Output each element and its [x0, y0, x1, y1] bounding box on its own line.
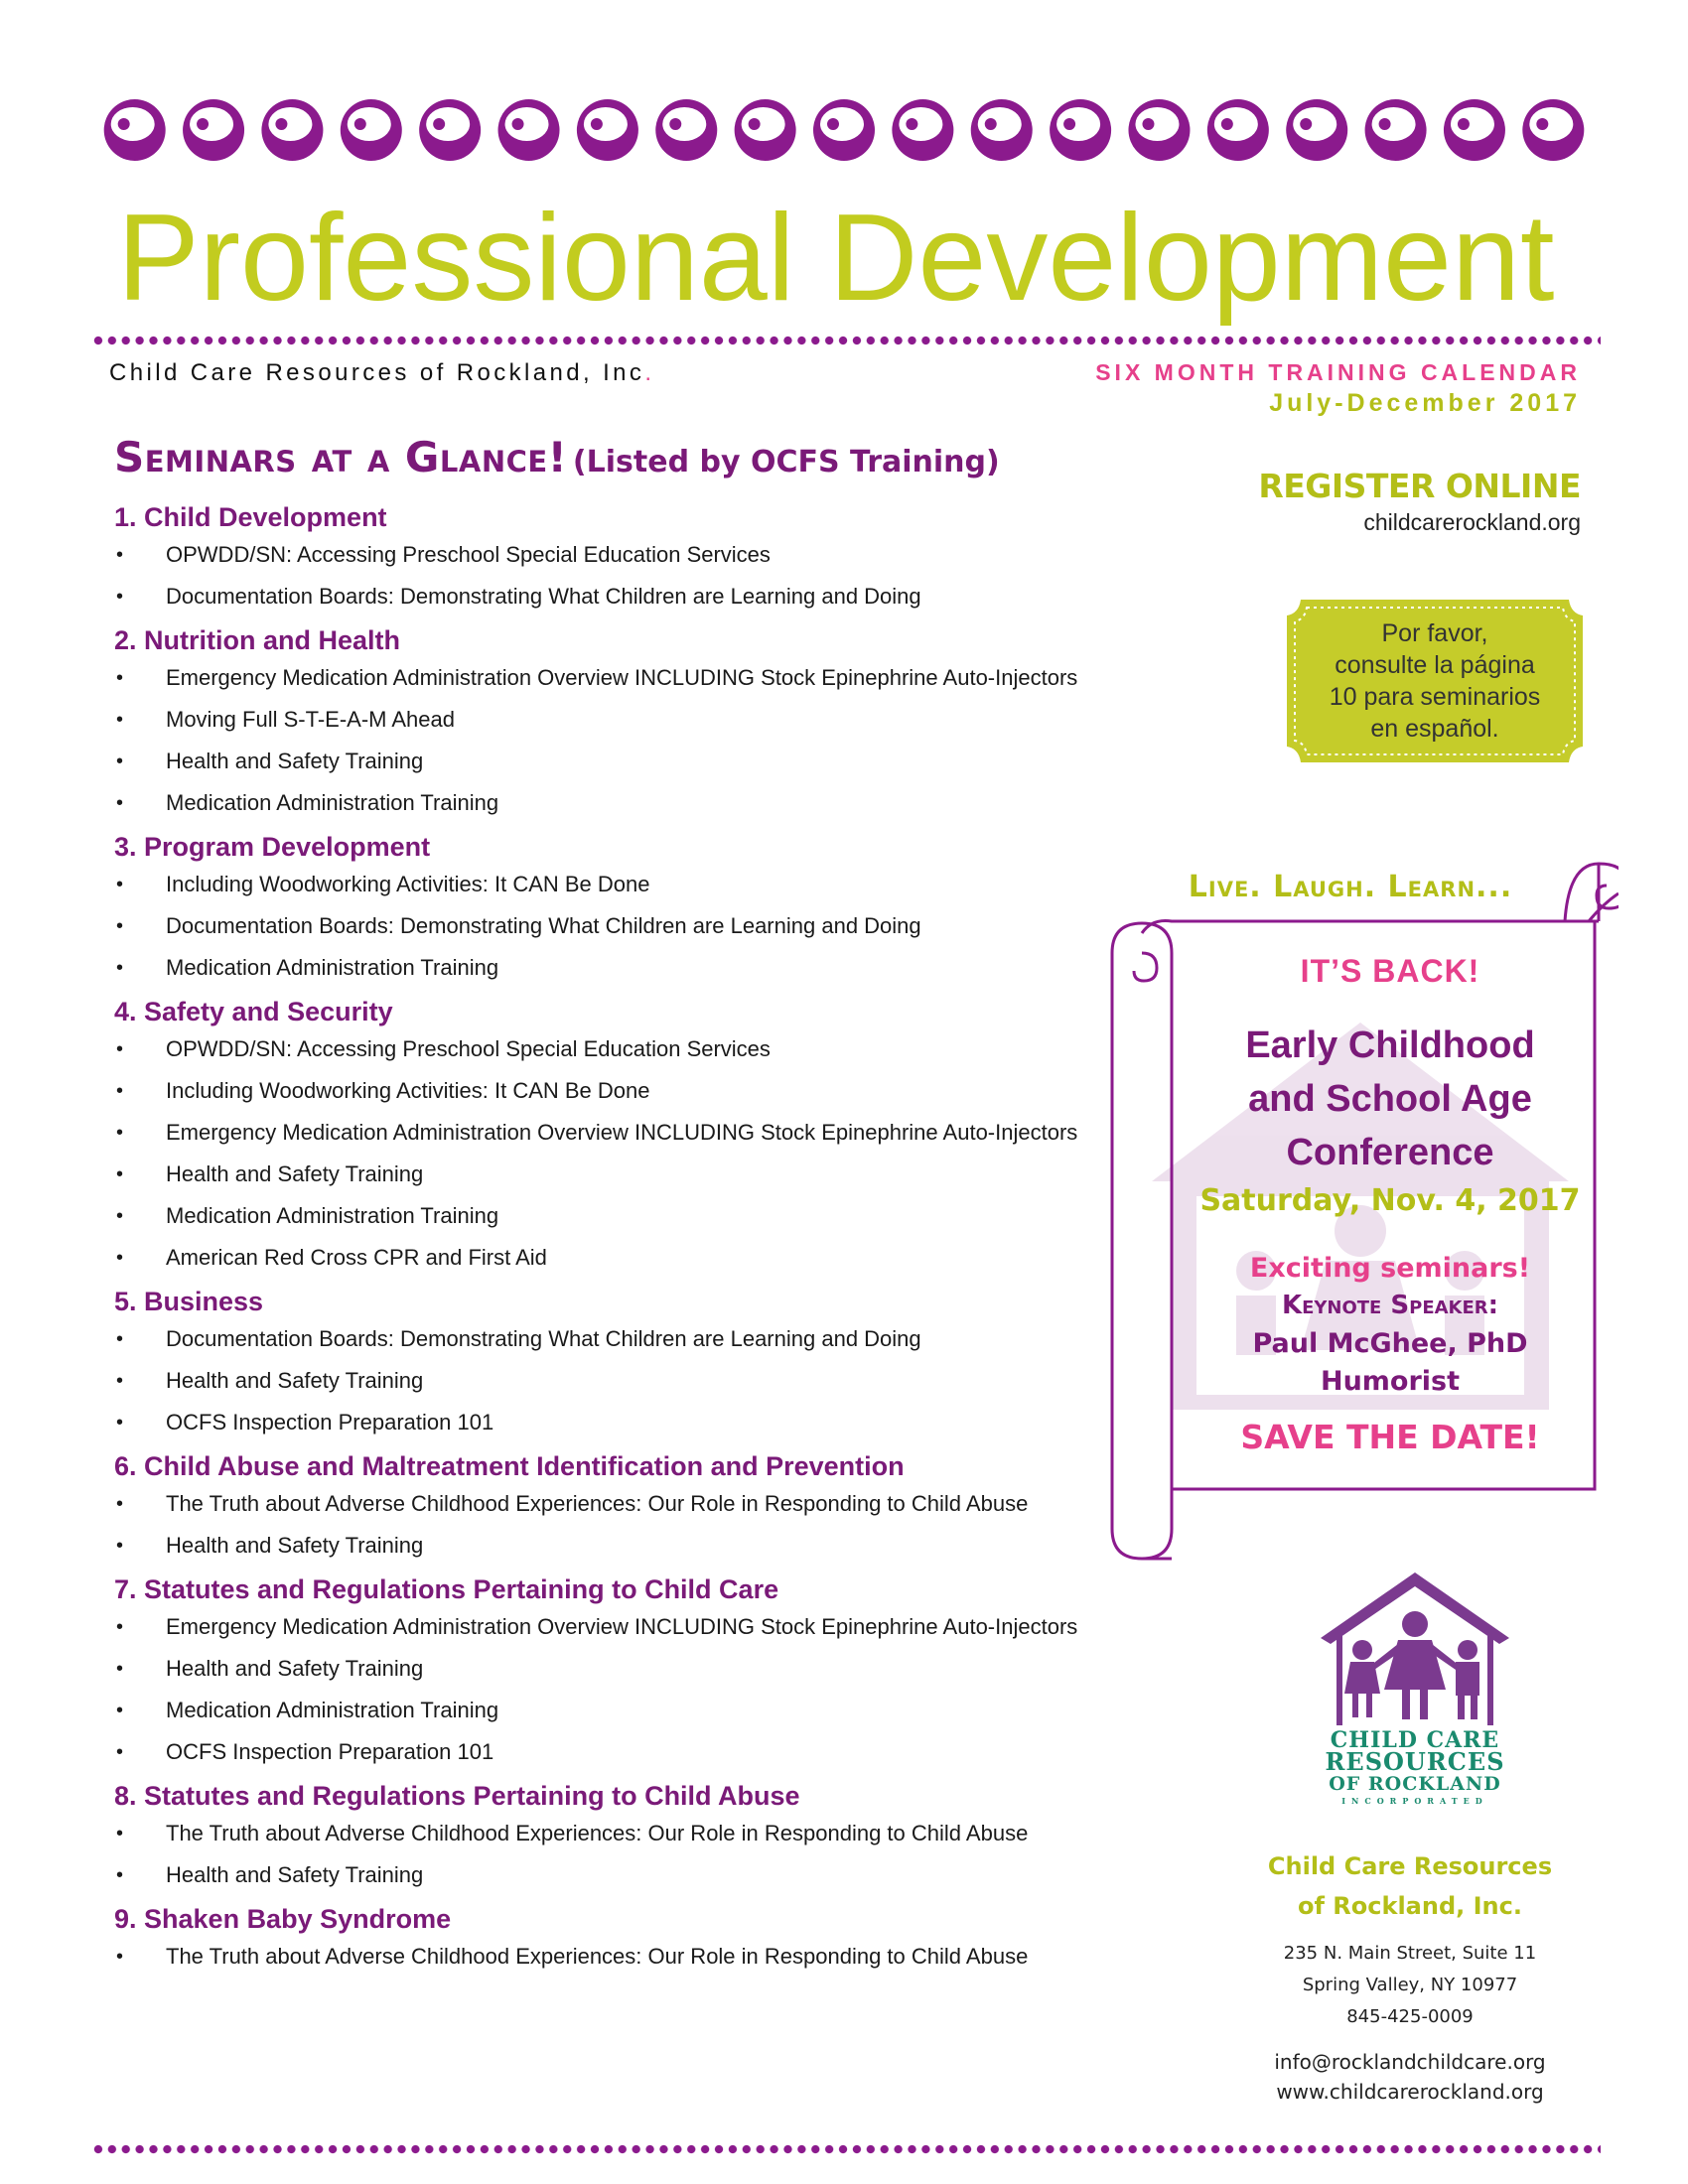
seminar-title: Health and Safety Training	[166, 1862, 424, 1887]
spanish-note-line: en español.	[1370, 715, 1499, 743]
seminar-category-title: 7. Statutes and Regulations Pertaining to Child Care	[114, 1574, 779, 1604]
bullet-icon: •	[116, 1658, 124, 1680]
bullet-icon: •	[116, 1616, 124, 1638]
seminar-category	[114, 1285, 1157, 1437]
seminar-list-item	[114, 1034, 1157, 1064]
seminar-category-title: 8. Statutes and Regulations Pertaining to Child Abuse	[114, 1781, 800, 1811]
contact-email-link[interactable]: info@rocklandchildcare.org	[1274, 2050, 1546, 2074]
bullet-icon: •	[116, 667, 124, 689]
spanish-note-line: Por favor,	[1381, 619, 1488, 647]
seminar-title: Health and Safety Training	[166, 749, 424, 773]
seminar-category	[114, 1779, 1157, 1890]
contact-name-line: Child Care Resources	[1267, 1852, 1553, 1880]
bullet-icon: •	[116, 751, 124, 772]
seminar-category-title: 6. Child Abuse and Maltreatment Identification and Prevention	[114, 1451, 905, 1481]
seminar-list-item	[114, 1860, 1157, 1890]
seminar-title: Documentation Boards: Demonstrating What Children are Learning and Doing	[166, 584, 921, 609]
contact-website-link[interactable]: www.childcarerockland.org	[1276, 2080, 1544, 2104]
seminar-title: Including Woodworking Activities: It CAN Be Done	[166, 1078, 650, 1103]
decorative-swirl-border	[95, 97, 1593, 163]
calendar-dates: July-December 2017	[1269, 389, 1581, 417]
organization-logo-house-icon	[1311, 1567, 1519, 1725]
seminar-category-title: 1. Child Development	[114, 502, 387, 532]
conference-date: Saturday, Nov. 4, 2017	[1199, 1183, 1581, 1218]
seminar-title: Medication Administration Training	[166, 1203, 499, 1228]
dotted-divider-top	[91, 336, 1601, 345]
logo-line: OF ROCKLAND	[1329, 1773, 1501, 1795]
seminar-title: Emergency Medication Administration Overview INCLUDING Stock Epinephrine Auto-Injectors	[166, 1614, 1078, 1639]
seminar-category	[114, 995, 1157, 1273]
bullet-icon: •	[116, 1535, 124, 1557]
conference-tagline: Live. Laugh. Learn...	[1188, 870, 1513, 904]
bullet-icon: •	[116, 1946, 124, 1968]
phone-number: 845-425-0009	[1346, 2006, 1474, 2027]
seminar-title: Moving Full S-T-E-A-M Ahead	[166, 707, 455, 732]
conference-exciting: Exciting seminars!	[1249, 1253, 1531, 1284]
bullet-icon: •	[116, 1038, 124, 1060]
seminar-list-item	[114, 705, 1157, 735]
seminar-title: Health and Safety Training	[166, 1533, 424, 1558]
seminar-category	[114, 623, 1157, 818]
seminar-category	[114, 1902, 1157, 1972]
bullet-icon: •	[116, 1122, 124, 1144]
calendar-title: SIX MONTH TRAINING CALENDAR	[1095, 359, 1581, 385]
seminar-title: American Red Cross CPR and First Aid	[166, 1245, 547, 1270]
dotted-divider-bottom	[91, 2144, 1601, 2154]
seminar-title: Documentation Boards: Demonstrating What Children are Learning and Doing	[166, 913, 921, 938]
organization-name-text: Child Care Resources of Rockland, Inc	[109, 359, 645, 386]
seminar-category	[114, 830, 1157, 983]
seminar-category-title: 5. Business	[114, 1287, 264, 1316]
seminar-category-title: 9. Shaken Baby Syndrome	[114, 1904, 452, 1934]
seminar-title: OPWDD/SN: Accessing Preschool Special Education Services	[166, 1036, 771, 1061]
seminar-list-item	[114, 1696, 1157, 1725]
bullet-icon: •	[116, 1247, 124, 1269]
seminar-category-list	[114, 500, 1157, 1983]
bullet-icon: •	[116, 1163, 124, 1185]
organization-dot: .	[644, 359, 655, 386]
seminar-list-item	[114, 1243, 1157, 1273]
bullet-icon: •	[116, 1328, 124, 1350]
bullet-icon: •	[116, 586, 124, 608]
bullet-icon: •	[116, 874, 124, 895]
seminars-subheading: (Listed by OCFS Training)	[572, 445, 1000, 479]
seminar-list-item	[114, 1489, 1157, 1519]
seminar-list-item	[114, 540, 1157, 570]
address-line: 235 N. Main Street, Suite 11	[1283, 1943, 1537, 1964]
seminar-list-item	[114, 1654, 1157, 1684]
conference-title-line: Conference	[1286, 1132, 1494, 1173]
seminar-title: Emergency Medication Administration Overview INCLUDING Stock Epinephrine Auto-Injectors	[166, 665, 1078, 690]
seminar-category-title: 3. Program Development	[114, 832, 431, 862]
conference-title-line: and School Age	[1248, 1078, 1532, 1120]
seminar-title: Medication Administration Training	[166, 1698, 499, 1722]
seminar-list-item	[114, 1118, 1157, 1148]
bullet-icon: •	[116, 1370, 124, 1392]
seminar-title: OCFS Inspection Preparation 101	[166, 1739, 494, 1764]
register-online-title: REGISTER ONLINE	[1258, 467, 1581, 505]
address-line: Spring Valley, NY 10977	[1302, 1975, 1518, 1995]
spanish-note-line: consulte la página	[1335, 651, 1535, 679]
seminar-title: Medication Administration Training	[166, 790, 499, 815]
contact-address	[1241, 1938, 1579, 2033]
bullet-icon: •	[116, 1080, 124, 1102]
seminar-list-item	[114, 1160, 1157, 1189]
seminar-list-item	[114, 1324, 1157, 1354]
seminars-heading	[114, 433, 1000, 481]
seminar-list-item	[114, 870, 1157, 899]
seminar-list-item	[114, 1366, 1157, 1396]
seminar-list-item	[114, 1942, 1157, 1972]
conference-back-label: IT’S BACK!	[1300, 953, 1480, 989]
seminar-category	[114, 1449, 1157, 1561]
seminar-list-item	[114, 582, 1157, 612]
seminar-list-item	[114, 747, 1157, 776]
page-title: Professional Development	[117, 190, 1555, 327]
seminar-list-item	[114, 1819, 1157, 1848]
bullet-icon: •	[116, 1741, 124, 1763]
bullet-icon: •	[116, 544, 124, 566]
seminar-title: The Truth about Adverse Childhood Experiences: Our Role in Responding to Child Abuse	[166, 1821, 1029, 1845]
seminar-title: Documentation Boards: Demonstrating What Children are Learning and Doing	[166, 1326, 921, 1351]
conference-speaker-role: Humorist	[1320, 1366, 1461, 1397]
conference-save-the-date: SAVE THE DATE!	[1240, 1418, 1540, 1456]
seminar-list-item	[114, 911, 1157, 941]
bullet-icon: •	[116, 792, 124, 814]
seminar-title: Health and Safety Training	[166, 1656, 424, 1681]
logo-line: RESOURCES	[1325, 1747, 1505, 1776]
seminar-list-item	[114, 953, 1157, 983]
conference-speaker: Paul McGhee, PhD	[1252, 1328, 1528, 1359]
seminar-title: Including Woodworking Activities: It CAN Be Done	[166, 872, 650, 896]
register-online-url[interactable]: childcarerockland.org	[1363, 509, 1581, 535]
bullet-icon: •	[116, 709, 124, 731]
seminar-title: The Truth about Adverse Childhood Experiences: Our Role in Responding to Child Abuse	[166, 1491, 1029, 1516]
seminar-title: Health and Safety Training	[166, 1368, 424, 1393]
seminar-category-title: 2. Nutrition and Health	[114, 625, 401, 655]
seminar-list-item	[114, 1076, 1157, 1106]
register-online-block	[1258, 467, 1581, 536]
bullet-icon: •	[116, 1412, 124, 1433]
bullet-icon: •	[116, 1700, 124, 1721]
logo-line: INCORPORATED	[1341, 1796, 1488, 1806]
seminar-title: Emergency Medication Administration Overview INCLUDING Stock Epinephrine Auto-Injectors	[166, 1120, 1078, 1145]
seminar-list-item	[114, 663, 1157, 693]
contact-links	[1241, 2047, 1579, 2107]
seminar-list-item	[114, 1612, 1157, 1642]
contact-organization-name	[1241, 1846, 1579, 1926]
seminar-list-item	[114, 1408, 1157, 1437]
seminar-list-item	[114, 1531, 1157, 1561]
seminar-title: The Truth about Adverse Childhood Experiences: Our Role in Responding to Child Abuse	[166, 1944, 1029, 1969]
seminar-category	[114, 500, 1157, 612]
conference-keynote-label: Keynote Speaker:	[1281, 1291, 1499, 1320]
bullet-icon: •	[116, 1205, 124, 1227]
bullet-icon: •	[116, 1864, 124, 1886]
seminar-title: Health and Safety Training	[166, 1161, 424, 1186]
logo-line: CHILD CARE	[1330, 1727, 1500, 1753]
bullet-icon: •	[116, 1493, 124, 1515]
organization-logo-text	[1291, 1729, 1539, 1807]
seminar-category	[114, 1572, 1157, 1767]
seminar-title: OCFS Inspection Preparation 101	[166, 1410, 494, 1434]
seminar-category-title: 4. Safety and Security	[114, 997, 393, 1026]
spanish-note-line: 10 para seminarios	[1329, 683, 1541, 711]
seminars-heading-text: Seminars at a Glance!	[114, 433, 568, 481]
spanish-note	[1283, 617, 1587, 745]
bullet-icon: •	[116, 915, 124, 937]
conference-title-line: Early Childhood	[1245, 1024, 1535, 1066]
seminar-title: Medication Administration Training	[166, 955, 499, 980]
bullet-icon: •	[116, 1823, 124, 1844]
seminar-list-item	[114, 1737, 1157, 1767]
conference-title	[1182, 1019, 1599, 1179]
seminar-title: OPWDD/SN: Accessing Preschool Special Education Services	[166, 542, 771, 567]
seminar-list-item	[114, 1201, 1157, 1231]
seminar-list-item	[114, 788, 1157, 818]
contact-name-line: of Rockland, Inc.	[1298, 1892, 1522, 1920]
organization-name	[109, 359, 654, 387]
bullet-icon: •	[116, 957, 124, 979]
